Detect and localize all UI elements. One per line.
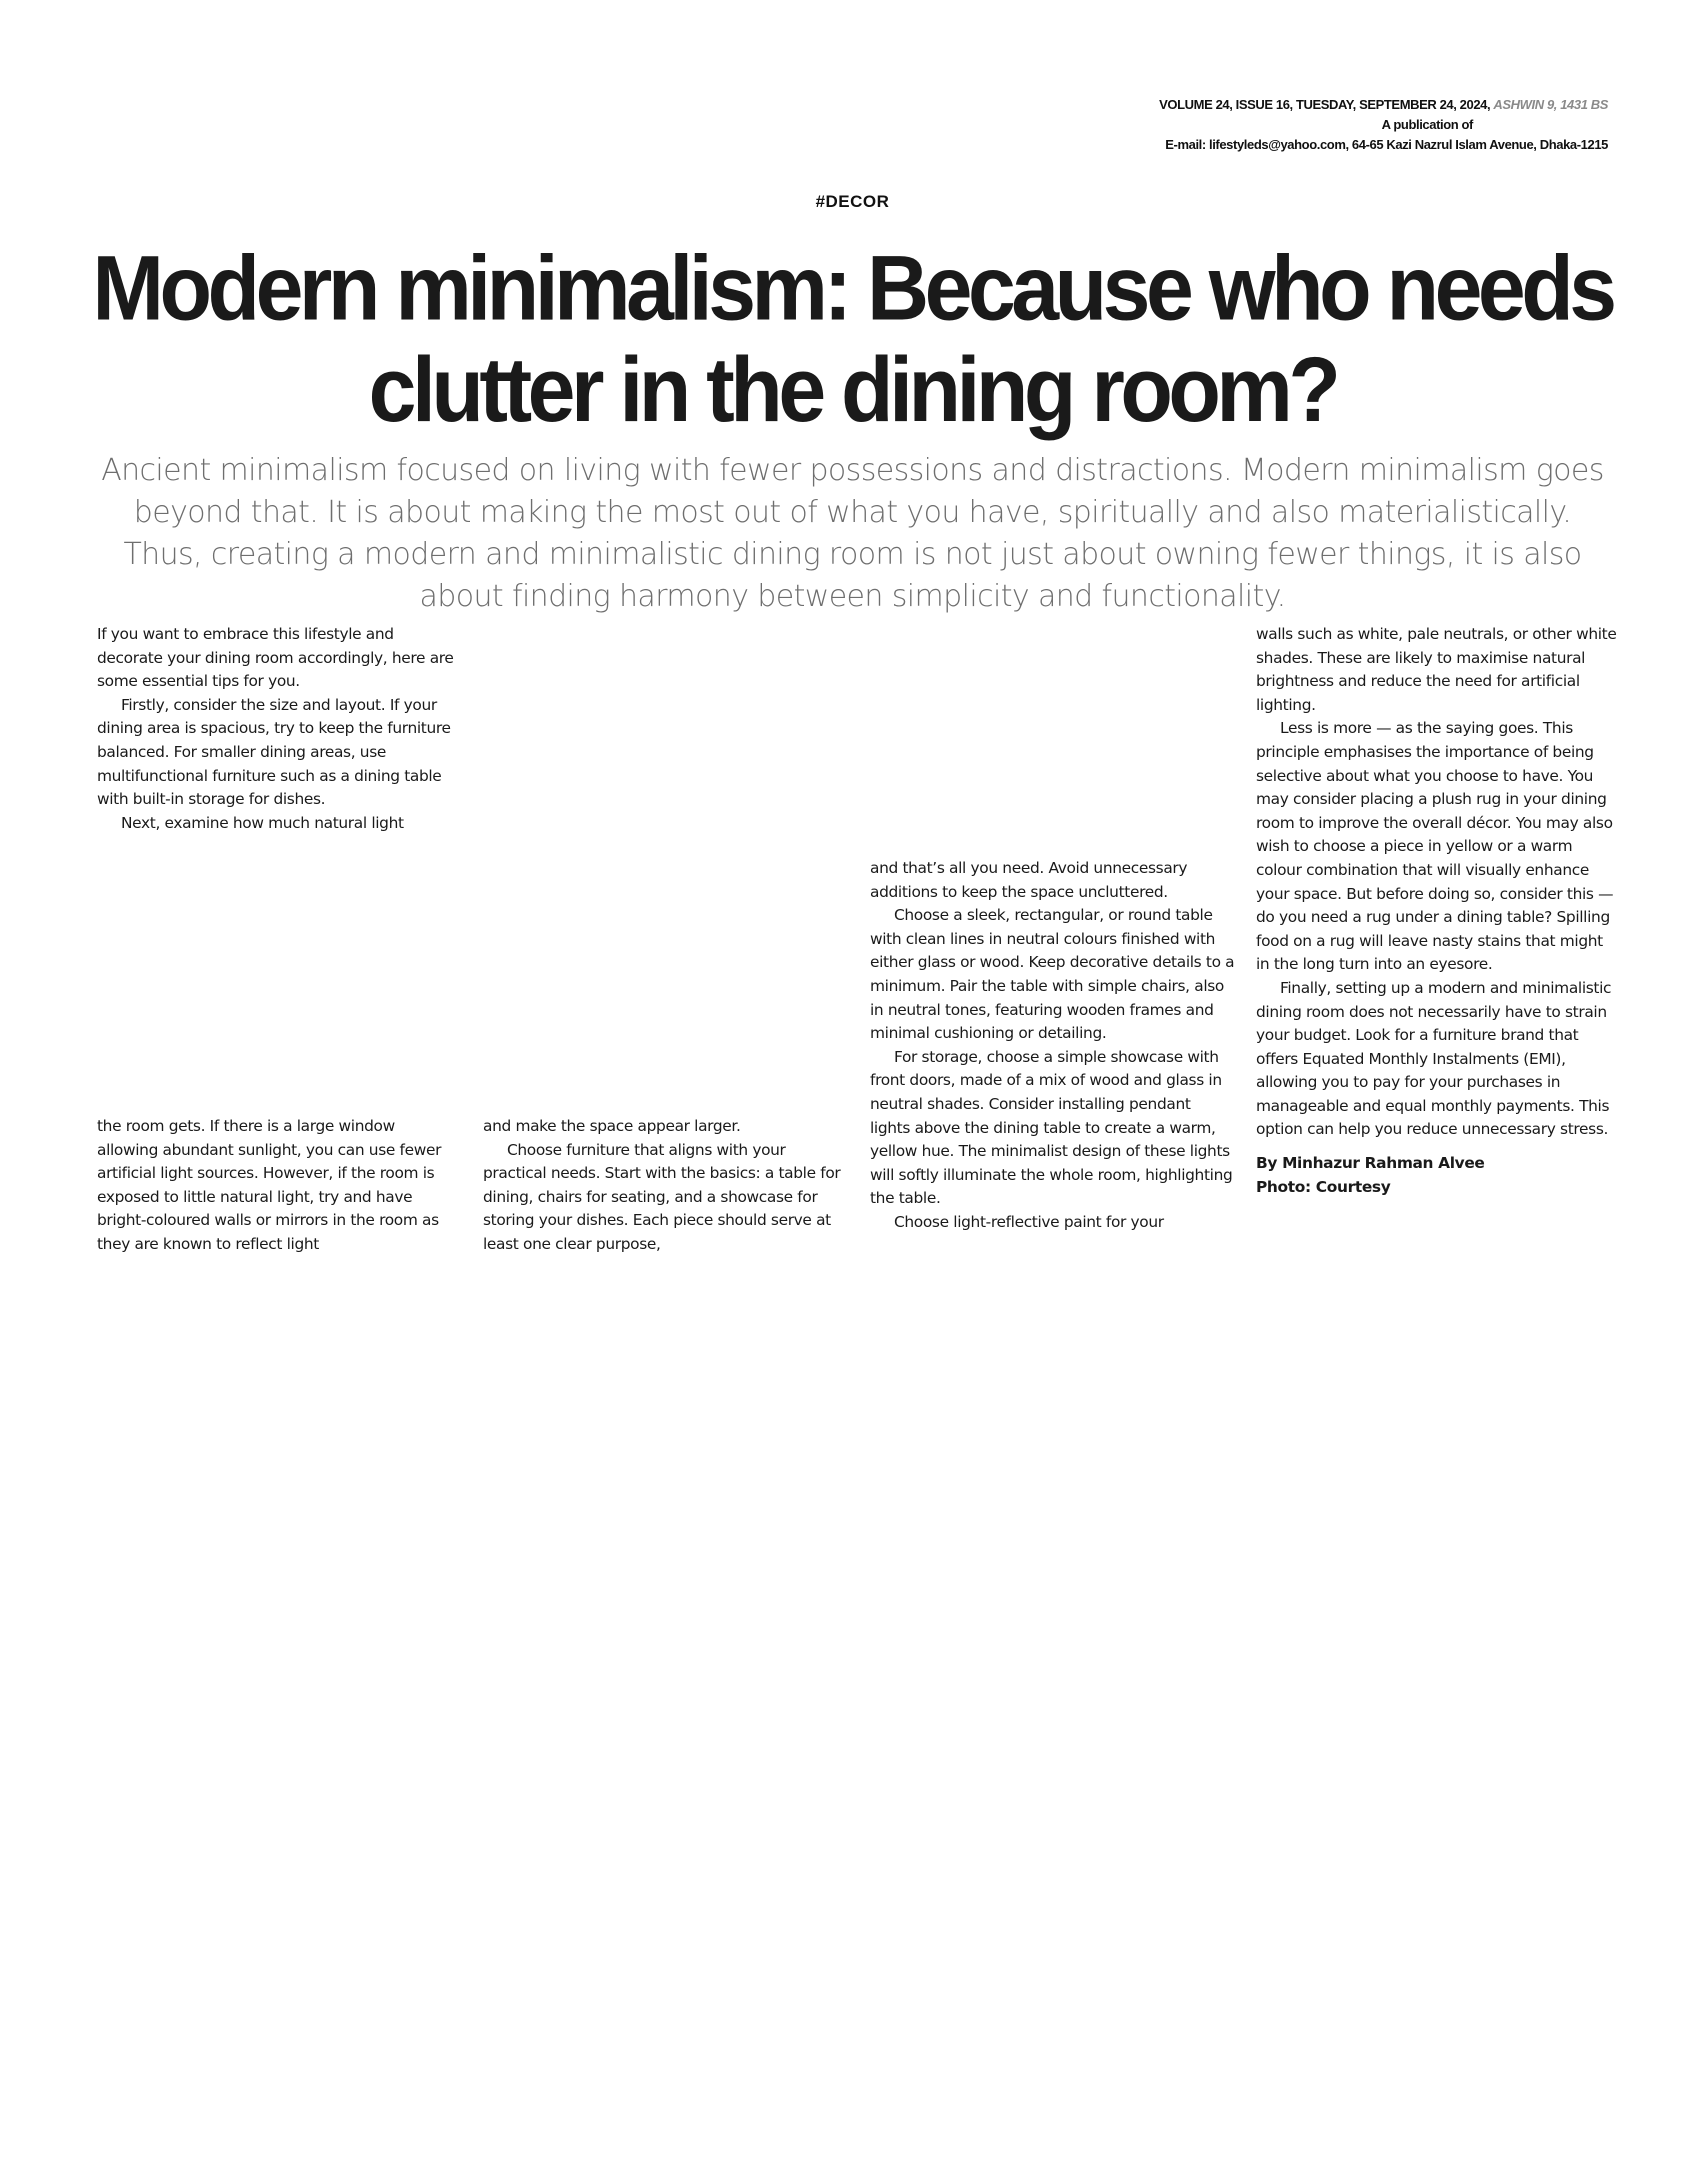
masthead-info bbox=[1008, 95, 1608, 155]
paragraph: For storage, choose a simple showcase with front doors, made of a mix of wood and glass in neutral shades. Consider installing pendant lights above the dining table to create a warm, yellow hue. The minimalist design of these lights will softly illuminate the whole room, highlighting the table. bbox=[870, 1047, 1233, 1208]
volume-line: VOLUME 24, ISSUE 16, TUESDAY, SEPTEMBER 24, 2024, bbox=[1159, 97, 1491, 112]
headline: Modern minimalism: Because who needs clutter in the dining room? bbox=[92, 236, 1613, 442]
paragraph: If you want to embrace this lifestyle and decorate your dining room accordingly, here are some essential tips for you. bbox=[97, 625, 454, 691]
section-tag: #DECOR bbox=[815, 192, 890, 211]
author-credit: By Minhazur Rahman Alvee bbox=[1256, 1154, 1485, 1173]
paragraph: Choose a sleek, rectangular, or round table with clean lines in neutral colours finished with either glass or wood. Keep decorative details to a minimum. Pair the table with simple chairs, also in neutral tones, featuring wooden frames and minimal cushioning or detailing. bbox=[870, 906, 1235, 1043]
column-3 bbox=[870, 857, 1235, 1235]
bangla-date: ASHWIN 9, 1431 BS bbox=[1493, 97, 1608, 112]
standfirst: Ancient minimalism focused on living with fewer possessions and distractions. Modern minimalism goes beyond that. It is about making the most out of what you have, spiritually and also materialistically. Thus, creating a modern and minimalistic dining room is not just about owning fewer things, it is also about finding harmony between simplicity and functionality. bbox=[101, 453, 1604, 614]
paragraph: Choose furniture that aligns with your practical needs. Start with the basics: a table for dining, chairs for seating, and a showcase for storing your dishes. Each piece should serve at least one clear purpose, bbox=[483, 1140, 841, 1253]
paragraph: Choose light-reflective paint for your bbox=[894, 1212, 1164, 1231]
paragraph: Less is more — as the saying goes. This principle emphasises the importance of being selective about what you choose to have. You may consider placing a plush rug in your dining room to improve the overall décor. You may also wish to choose a piece in yellow or a warm colour combination that will visually enhance your space. But before doing so, consider this — do you need a rug under a dining table? Spilling food on a rug will leave nasty stains that might in the long turn into an eyesore. bbox=[1256, 719, 1614, 974]
byline bbox=[1256, 1152, 1618, 1199]
issue-line bbox=[1008, 95, 1608, 115]
paragraph: the room gets. If there is a large window allowing abundant sunlight, you can use fewer artificial light sources. However, if the room is exposed to little natural light, try and have bright-coloured walls or mirrors in the room as they are known to reflect light bbox=[97, 1117, 442, 1253]
publication-line: A publication of bbox=[1381, 117, 1473, 132]
column-1-bottom bbox=[97, 1115, 455, 1257]
column-1-top bbox=[97, 623, 455, 835]
paragraph: Firstly, consider the size and layout. If your dining area is spacious, try to keep the furniture balanced. For smaller dining areas, use multifunctional furniture such as a dining table with built-in storage for dishes. bbox=[97, 695, 451, 809]
column-4 bbox=[1256, 623, 1618, 1199]
paragraph: Next, examine how much natural light bbox=[121, 813, 404, 832]
column-2 bbox=[483, 1115, 841, 1257]
paragraph: and that’s all you need. Avoid unnecessary additions to keep the space uncluttered. bbox=[870, 859, 1188, 901]
paragraph: Finally, setting up a modern and minimalistic dining room does not necessarily have to strain your budget. Look for a furniture brand that offers Equated Monthly Instalments (EMI), allowing you to pay for your purchases in manageable and equal monthly payments. This option can help you reduce unnecessary stress. bbox=[1256, 978, 1612, 1139]
photo-credit: Photo: Courtesy bbox=[1256, 1177, 1391, 1196]
paragraph: and make the space appear larger. bbox=[483, 1117, 741, 1135]
contact-line: E-mail: lifestyleds@yahoo.com, 64-65 Kazi Nazrul Islam Avenue, Dhaka-1215 bbox=[1165, 137, 1608, 152]
paragraph: walls such as white, pale neutrals, or other white shades. These are likely to maximise natural brightness and reduce the need for artificial lighting. bbox=[1256, 625, 1617, 714]
